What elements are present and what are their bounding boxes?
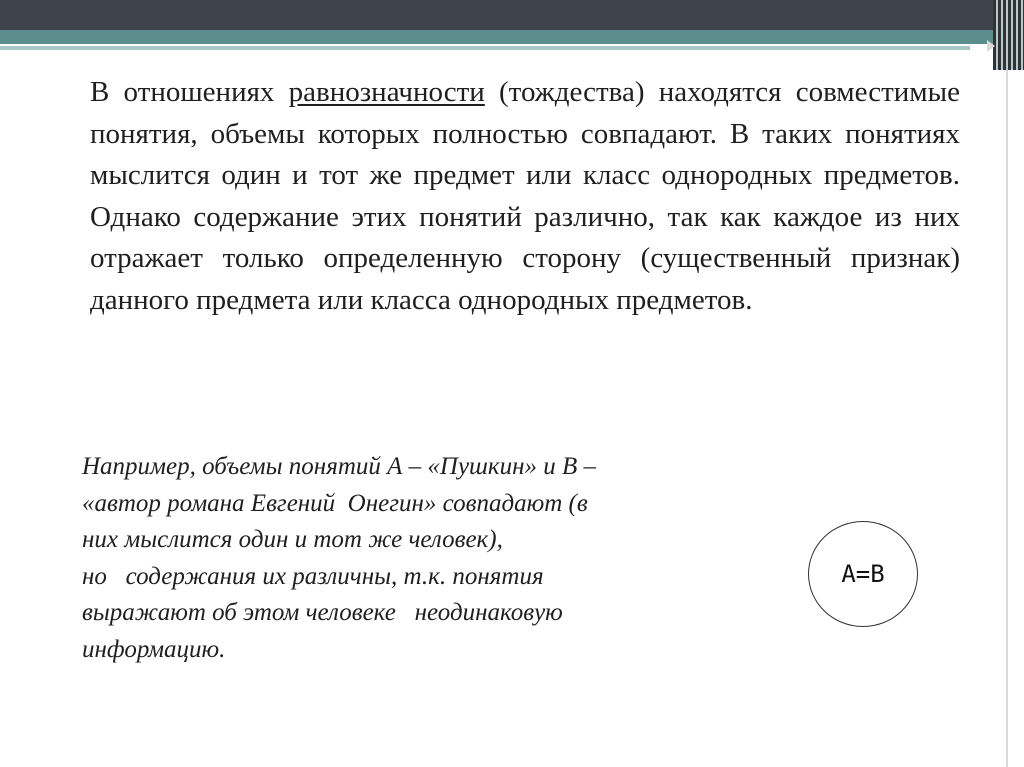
right-edge-line bbox=[1006, 70, 1008, 767]
diagram-label: А=В bbox=[841, 560, 885, 588]
equivalence-circle-diagram bbox=[808, 521, 918, 627]
slide-arrow-icon bbox=[987, 40, 995, 52]
example-line: но содержания их различны, т.к. понятия bbox=[82, 562, 544, 590]
header-accent-line bbox=[0, 46, 970, 50]
definition-paragraph bbox=[90, 72, 960, 321]
corner-stripes-decoration bbox=[993, 0, 1024, 70]
example-line: выражают об этом человеке неодинаковую bbox=[82, 599, 563, 626]
example-line: Например, объемы понятий А – «Пушкин» и В – bbox=[82, 453, 597, 480]
example-line: «автор романа Евгений Онегин» совпадают (в bbox=[82, 489, 588, 517]
underlined-term: равнозначности bbox=[288, 76, 485, 108]
definition-text-rest: (тождества) находятся совместимые понятия, объемы которых полностью совпадают. В таких понятиях мыслится один и тот же предмет или класс однородных предметов. Однако содержание этих понятий различно, так как каждое из них отражает только определенную сторону (существенный признак) данного предмета или класса однородных предметов. bbox=[90, 76, 960, 316]
example-paragraph bbox=[82, 449, 722, 668]
definition-text-start: В отношениях bbox=[90, 76, 289, 108]
header-bar bbox=[0, 0, 1024, 30]
example-line: них мыслится один и тот же человек), bbox=[82, 526, 503, 553]
header-accent-band bbox=[0, 30, 1000, 44]
example-line: информацию. bbox=[82, 635, 226, 663]
